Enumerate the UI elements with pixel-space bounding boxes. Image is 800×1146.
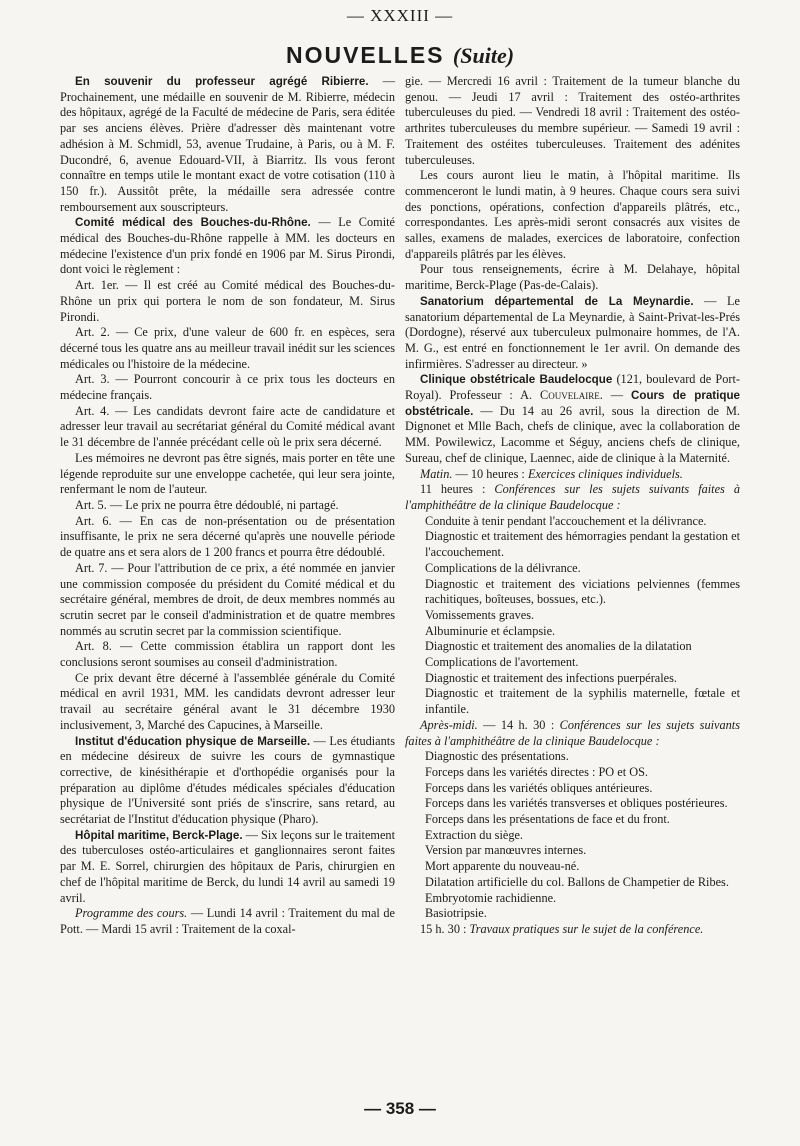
- article-8-continued: Ce prix devant être décerné à l'assemblée générale du Comité médical en avril 1931, MM. les candidats devront adresser leur travail au secrétaire général avant le 31 décembre 1930 inclusivement, 3, Marché des Capucines, à Marseille.: [60, 670, 395, 732]
- list-item: Basiotripsie.: [425, 906, 487, 921]
- article-4-continued: Les mémoires ne devront pas être signés, mais porter en tête une légende reproduite sur une enveloppe cachetée, qui leur sera jointe, renfermant le nom de l'auteur.: [60, 450, 395, 497]
- list-item: Forceps dans les variétés transverses et obliques postérieures.: [425, 796, 728, 811]
- list-item: Diagnostic et traitement des viciations pelviennes (femmes rachitiques, boîteuses, bossues, etc.).: [425, 576, 740, 607]
- course-schedule: Les cours auront lieu le matin, à l'hôpital maritime. Ils commenceront le lundi matin, à 9 heures. Chaque cours sera suivi des ponctions, opérations, confection d'appareils plâtrés, etc., correspondantes. Les après-midi seront consacrés aux visites de salles, examens de malades, exercices de laboratoire, confection d'appareils plâtrés par les élèves.: [405, 168, 740, 261]
- list-item: Mort apparente du nouveau-né.: [425, 859, 580, 874]
- programme-continued: gie. — Mercredi 16 avril : Traitement de la tumeur blanche du genou. — Jeudi 17 avril : Traitement des ostéo-arthrites tuberculeuses du pied. — Vendredi 18 avril : Traitement des ostéo-arthrites tuberculeuses du membre supérieur. — Samedi 19 avril : Traitement des ostéites tuberculeuses. Traitement des adénites tuberculeuses.: [405, 74, 740, 167]
- list-item: Version par manœuvres internes.: [425, 843, 587, 858]
- article-1: Art. 1er. — Il est créé au Comité médical des Bouches-du-Rhône un prix qui portera le nom de son fondateur, M. Sirus Pirondi.: [60, 278, 395, 324]
- morning-topics-list: [405, 514, 740, 718]
- list-item: Forceps dans les présentations de face et du front.: [425, 812, 670, 827]
- list-item: Diagnostic et traitement des hémorragies pendant la gestation et l'accouchement.: [425, 529, 740, 560]
- list-item: Conduite à tenir pendant l'accouchement et la délivrance.: [425, 513, 707, 528]
- news-comite-medical: Comité médical des Bouches-du-Rhône. — Le Comité médical des Bouches-du-Rhône rappelle à MM. les docteurs en médecine l'existence d'un prix fondé en 1906 par M. Sirus Pirondi, dont voici le règlement :: [60, 215, 395, 277]
- right-column: [405, 74, 740, 938]
- list-item: Forceps dans les variétés directes : PO et OS.: [425, 764, 649, 779]
- article-6: Art. 6. — En cas de non-présentation ou de présentation insuffisante, le prix ne sera décerné qu'après une nouvelle période de quatre ans et sera alors de 1 200 francs et pourra être dédoublé.: [60, 513, 395, 560]
- news-sanatorium: Sanatorium départemental de La Meynardie. — Le sanatorium départemental de La Meynardie, à Saint-Privat-les-Prés (Dordogne), réservé aux tuberculeux pulmonaire hommes, de l'A. M. G., est entré en fonctionnement le 1er avril. On demande des infirmières. S'adresser au directeur. »: [405, 293, 740, 371]
- list-item: Diagnostic des présentations.: [425, 749, 569, 764]
- travaux-pratiques-line: 15 h. 30 : Travaux pratiques sur le sujet de la conférence.: [420, 921, 704, 936]
- page-title: [0, 42, 800, 69]
- article-8: Art. 8. — Cette commission établira un rapport dont les conclusions seront soumises au conseil d'administration.: [60, 639, 395, 670]
- list-item: Forceps dans les variétés obliques antérieures.: [425, 780, 653, 795]
- news-ribierre: En souvenir du professeur agrégé Ribierre. — Prochainement, une médaille en souvenir de M. Ribierre, médecin des hôpitaux, agrégé de la Faculté de médecine de Paris, sera éditée par ses anciens élèves. Prière d'adresser dès maintenant votre adhésion à M. Schmidl, 53, avenue Trudaine, à Paris, ou à M. F. Ducondré, 6, avenue Edouard-VII, à Biarritz. Ils vous feront connaître en temps utile le montant exact de votre cotisation (110 à 150 fr.). Aussitôt prête, la médaille sera adressée contre remboursement aux souscripteurs.: [60, 74, 396, 214]
- apres-midi-line: Après-midi. — 14 h. 30 : Conférences sur les sujets suivants faites à l'amphithéâtre de la clinique Baudelocque :: [405, 717, 740, 748]
- list-item: Diagnostic et traitement de la syphilis maternelle, fœtale et infantile.: [425, 686, 740, 717]
- article-7: Art. 7. — Pour l'attribution de ce prix, a été nommée en janvier une commission composée du président du Comité médical et du secrétaire général, membres de droit, de deux membres nommés au scrutin secret par le conseil d'administration et de quatre membres nommés au scrutin secret par la commission scientifique.: [60, 560, 395, 638]
- article-5: Art. 5. — Le prix ne pourra être dédoublé, ni partagé.: [75, 497, 339, 512]
- matin-line: Matin. — 10 heures : Exercices cliniques individuels.: [420, 466, 683, 481]
- news-hopital-maritime: Hôpital maritime, Berck-Plage. — Six leçons sur le traitement des tuberculoses ostéo-articulaires et ganglionnaires seront faites par M. E. Sorrel, chirurgien des hôpitaux de Paris, chirurgien en chef de l'hôpital maritime de Berck, du lundi 14 avril au samedi 19 avril.: [60, 827, 395, 905]
- list-item: Extraction du siège.: [425, 827, 524, 842]
- list-item: Complications de la délivrance.: [425, 560, 581, 575]
- list-item: Embryotomie rachidienne.: [425, 890, 557, 905]
- news-institut-education: Institut d'éducation physique de Marseille. — Les étudiants en médecine désireux de suivre les cours de gymnastique corrective, de kinésithérapie et d'orthopédie organisés pour la préparation au diplôme d'études médicales spéciales d'éducation physique de l'Université sont priés de s'inscrire, sans retard, au secrétariat de l'Institut d'éducation physique (Pharo).: [60, 733, 395, 827]
- list-item: Complications de l'avortement.: [425, 655, 579, 670]
- contact-info: Pour tous renseignements, écrire à M. Delahaye, hôpital maritime, Berck-Plage (Pas-de-Calais).: [405, 262, 740, 293]
- list-item: Diagnostic et traitement des infections puerpérales.: [425, 670, 677, 685]
- article-4: Art. 4. — Les candidats devront faire acte de candidature et adresser leur travail au secrétariat général du Comité médical avant le 31 décembre de l'année précédant celle où le prix sera décerné.: [60, 403, 395, 450]
- list-item: Albuminurie et éclampsie.: [425, 623, 556, 638]
- title-main: NOUVELLES: [285, 42, 445, 68]
- news-clinique-baudelocque: Clinique obstétricale Baudelocque (121, boulevard de Port-Royal). Professeur : A. Couvelaire. — Cours de pratique obstétricale. — Du 14 au 26 avril, sous la direction de M. Dignonet et Mlle Bach, chefs de clinique, avec la collaboration de MM. Powilewicz, Lacomme et Séguy, anciens chefs de clinique, Sureau, chef de clinique, Laennec, aide de clinique à la Maternité.: [405, 372, 741, 465]
- title-suite: (Suite): [452, 43, 515, 68]
- afternoon-topics-list: [405, 749, 740, 922]
- programme-des-cours: Programme des cours. — Lundi 14 avril : Traitement du mal de Pott. — Mardi 15 avril : Traitement de la coxal-: [60, 906, 396, 936]
- roman-page-number: — XXXIII —: [346, 6, 454, 25]
- article-2: Art. 2. — Ce prix, d'une valeur de 600 fr. en espèces, sera décerné tous les quatre ans au meilleur travail inédit sur les sciences médicales ou l'histoire de la médecine.: [60, 325, 395, 371]
- left-column: [60, 74, 395, 938]
- page-number: — 358 —: [364, 1099, 436, 1118]
- list-item: Vomissements graves.: [425, 607, 535, 622]
- eleven-line: 11 heures : Conférences sur les sujets suivants faites à l'amphithéâtre de la clinique Baudelocque :: [405, 482, 740, 512]
- article-3: Art. 3. — Pourront concourir à ce prix tous les docteurs en médecine français.: [60, 372, 395, 403]
- list-item: Diagnostic et traitement des anomalies de la dilatation: [425, 639, 692, 654]
- list-item: Dilatation artificielle du col. Ballons de Champetier de Ribes.: [425, 874, 729, 889]
